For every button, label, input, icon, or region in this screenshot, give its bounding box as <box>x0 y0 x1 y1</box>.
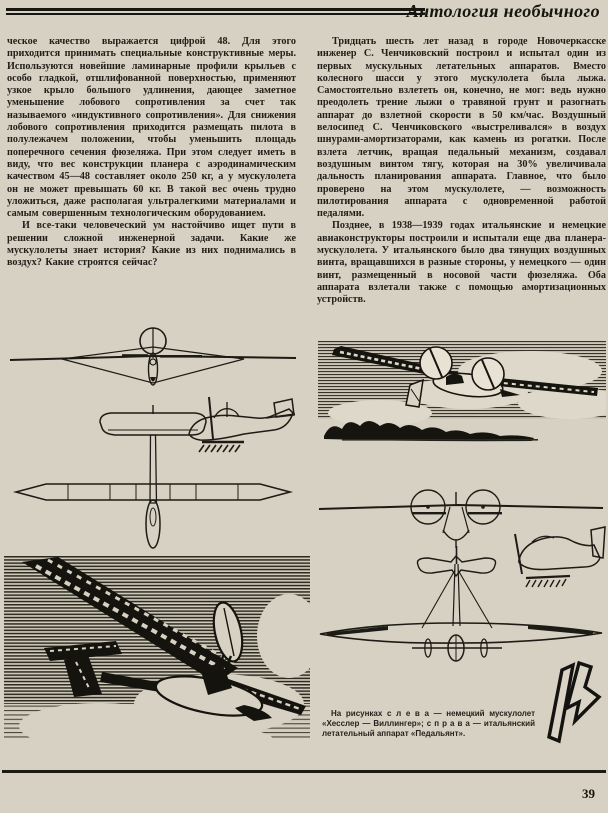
page-number: 39 <box>582 786 595 801</box>
figure-perspective-drawing <box>4 556 310 768</box>
figure-right-three-view-drawing <box>316 488 606 664</box>
right-text-column <box>317 36 606 307</box>
paragraph: Позднее, в 1938—1939 годах итальянские и немецкие авиаконструкторы построили и испытали еще два планера-мускулолета. У итальянского было два тянущих воздушных винта, вращавшихся в разные стороны, у немецкого — один винт, размещенный в носовой части фюзеляжа. Оба аппарата взлетали также с помощью амортизационных устройств. <box>317 220 606 306</box>
page-title: Антология необычного <box>406 1 600 21</box>
header-double-rule <box>6 8 425 15</box>
paragraph: ческое качество выражается цифрой 48. Для этого приходится принимать специальные конструктивные меры. Используются новейшие ламинарные профили крыльев с особо гладкой, отшлифованной поверхностью, применяют узкое крыло большого удлинения, дающее заметное уменьшение лобового сопротивления за счет так называемого «индуктивного сопротивления». Для снижения лобового сопротивления приходится размещать пилота в полулежачем положении, чтобы уменьшить площадь поперечного сечения фюзеляжа. При этом следует иметь в виду, что вес конструкции планера с аэродинамическим качеством 45—48 составляет около 250 кг, а у мускулолета он не может превышать 60 кг. В такой вес очень трудно уложиться, даже располагая ультралегкими материалами и самым совершенным технологическим оборудованием. <box>7 36 296 220</box>
footer-rule <box>2 770 606 773</box>
paragraph: И все-таки человеческий ум настойчиво ищет пути в решении сложной инженерной задачи. Какие же мускулолеты знает история? Какие из них поднимались в воздух? Какие строятся сейчас? <box>7 220 296 269</box>
arrow-logo-icon <box>538 660 602 748</box>
left-text-column <box>7 36 296 270</box>
figure-left-three-view-drawing <box>4 311 302 556</box>
figure-flight-scene-illustration <box>318 341 606 447</box>
paragraph: Тридцать шесть лет назад в городе Новочеркасске инженер С. Ченчиковский построил и испытал один из первых мускульных летательных аппаратов. Вместо колесного шасси у этого мускулолета была лыжа. Самостоятельно взлететь он, конечно, не мог: ведь нужно преодолеть трение лыжи о травяной грунт и разогнать аппарат до взлетной скорости в 50 км/час. Воздушный велосипед С. Ченчиковского «выстреливался» в воздух шнурами-амортизаторами, как камень из рогатки. После взлета летчик, вращая педальный механизм, создавал воздушным винтом тягу, которая на 30% увеличивала дальность планирования аппарата. Главное, что было проверено на этом мускулолете, — возможность пилотирования аппарата с одновременной работой педалями. <box>317 36 606 220</box>
figure-caption: На рисунках с л е в а — немецкий мускулолет «Хесслер — Виллингер»; с п р а в а — итальянский летательный аппарат «Педальянт». <box>322 709 535 738</box>
